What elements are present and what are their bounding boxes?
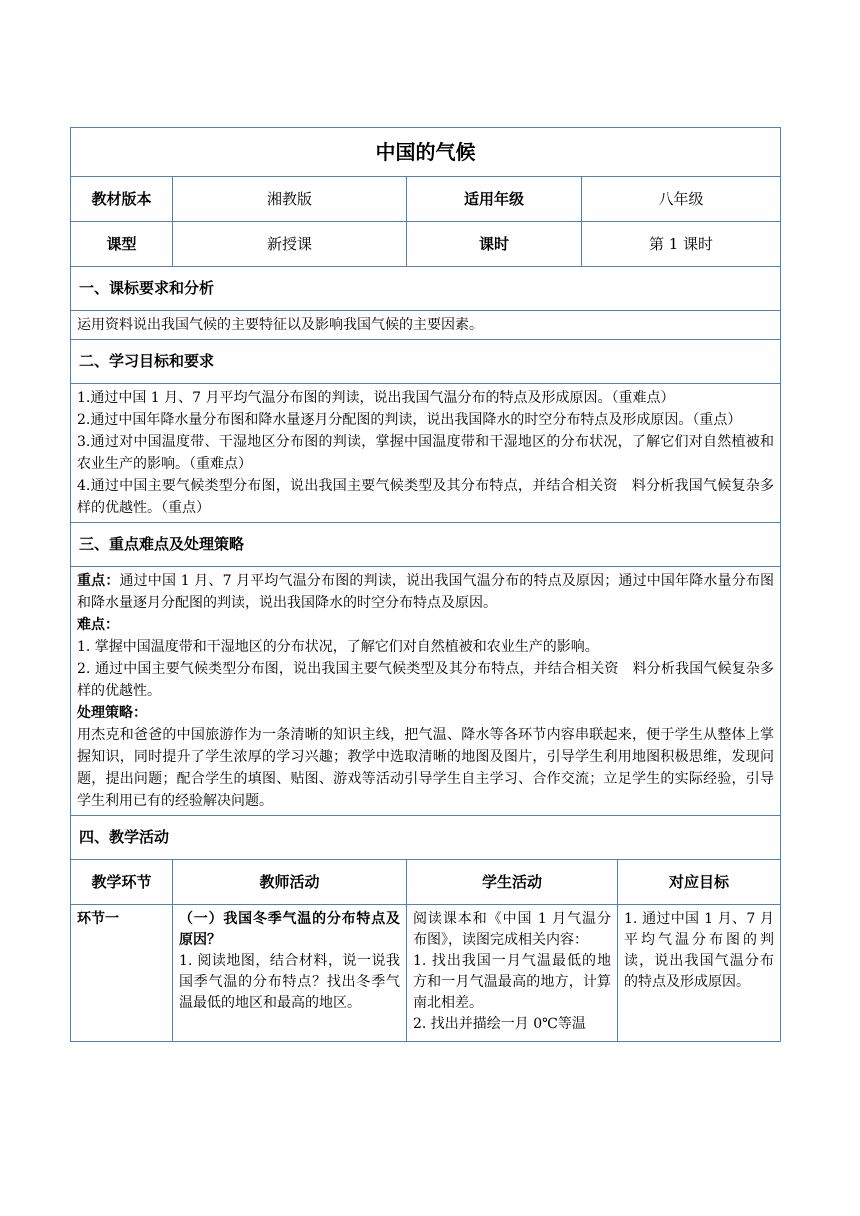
value-lesson-type: 新授课 xyxy=(173,222,407,267)
stage-cell: 环节一 xyxy=(71,905,173,1042)
section-1-paragraph: 运用资料说出我国气候的主要特征以及影响我国气候的主要因素。 xyxy=(77,317,483,333)
value-grade: 八年级 xyxy=(582,177,781,222)
objective-1: 1.通过中国 1 月、7 月平均气温分布图的判读，说出我国气温分布的特点及形成原因。（重难点） xyxy=(77,390,675,406)
objective-2: 2.通过中国年降水量分布图和降水量逐月分配图的判读，说出我国降水的时空分布特点及形成原因。（重点） xyxy=(77,412,742,428)
section-heading-3: 三、重点难点及处理策略 xyxy=(71,523,781,567)
key-point-text: 通过中国 1 月、7 月平均气温分布图的判读，说出我国气温分布的特点及原因；通过中国年降水量分布图和降水量逐月分配图的判读，说出我国降水的时空分布特点及原因。 xyxy=(77,573,775,611)
label-grade: 适用年级 xyxy=(407,177,582,222)
student-activity-intro: 阅读课本和《中国 1 月气温分布图》，读图完成相关内容： xyxy=(413,911,611,948)
value-textbook-version: 湘教版 xyxy=(173,177,407,222)
label-period: 课时 xyxy=(407,222,582,267)
strategy-text: 用杰克和爸爸的中国旅游作为一条清晰的知识主线，把气温、降水等各环节内容串联起来，便于学生从整体上掌握知识，同时提升了学生浓厚的学习兴趣；教学中选取清晰的地图及图片，引导学生利用地图积极思维，发现问题，提出问题；配合学生的填图、贴图、游戏等活动引导学生自主学习、合作交流；立足学生的实际经验，引导学生利用已有的经验解决问题。 xyxy=(77,727,775,809)
section-body-3 xyxy=(71,567,781,816)
teacher-activity-title: （一）我国冬季气温的分布特点及原因？ xyxy=(179,911,400,948)
objective-3: 3.通过对中国温度带、干湿地区分布图的判读，掌握中国温度带和干湿地区的分布状况，了解它们对自然植被和农业生产的影响。（重难点） xyxy=(77,434,775,472)
difficult-point-label: 难点： xyxy=(77,617,119,633)
objective-4: 4.通过中国主要气候类型分布图，说出我国主要气候类型及其分布特点，并结合相关资 料分析我国气候复杂多样的优越性。（重点） xyxy=(77,478,775,516)
lesson-plan-table xyxy=(70,127,781,1042)
difficult-point-1: 1. 掌握中国温度带和干湿地区的分布状况，了解它们对自然植被和农业生产的影响。 xyxy=(77,639,599,655)
teacher-activity-text: 1. 阅读地图，结合材料，说一说我国季气温的分布特点？找出冬季气温最低的地区和最高的地区。 xyxy=(179,953,400,1011)
section-heading-1: 一、课标要求和分析 xyxy=(71,267,781,311)
teacher-activity-cell xyxy=(173,905,407,1042)
key-point-label: 重点： xyxy=(77,573,120,589)
difficult-point-2: 2. 通过中国主要气候类型分布图，说出我国主要气候类型及其分布特点，并结合相关资 料分析我国气候复杂多样的优越性。 xyxy=(77,661,775,699)
student-activity-cell xyxy=(407,905,618,1042)
label-textbook-version: 教材版本 xyxy=(71,177,173,222)
value-period: 第 1 课时 xyxy=(582,222,781,267)
label-lesson-type: 课型 xyxy=(71,222,173,267)
student-activity-step-1: 1. 找出我国一月气温最低的地方和一月气温最高的地方，计算南北相差。 xyxy=(413,953,611,1011)
section-body-1 xyxy=(71,311,781,340)
goal-cell: 1. 通过中国 1 月、7 月平均气温分布图的判读，说出我国气温分布的特点及形成原因。 xyxy=(618,905,781,1042)
column-header-student: 学生活动 xyxy=(407,860,618,905)
column-header-stage: 教学环节 xyxy=(71,860,173,905)
section-body-2 xyxy=(71,384,781,523)
column-header-teacher: 教师活动 xyxy=(173,860,407,905)
section-heading-4: 四、教学活动 xyxy=(71,816,781,860)
section-heading-2: 二、学习目标和要求 xyxy=(71,340,781,384)
student-activity-step-2: 2. 找出并描绘一月 0℃等温 xyxy=(413,1016,586,1032)
column-header-goal: 对应目标 xyxy=(618,860,781,905)
strategy-label: 处理策略： xyxy=(77,705,147,721)
document-title: 中国的气候 xyxy=(71,128,781,177)
lesson-plan-page xyxy=(70,127,780,1042)
key-point-paragraph xyxy=(77,570,774,614)
